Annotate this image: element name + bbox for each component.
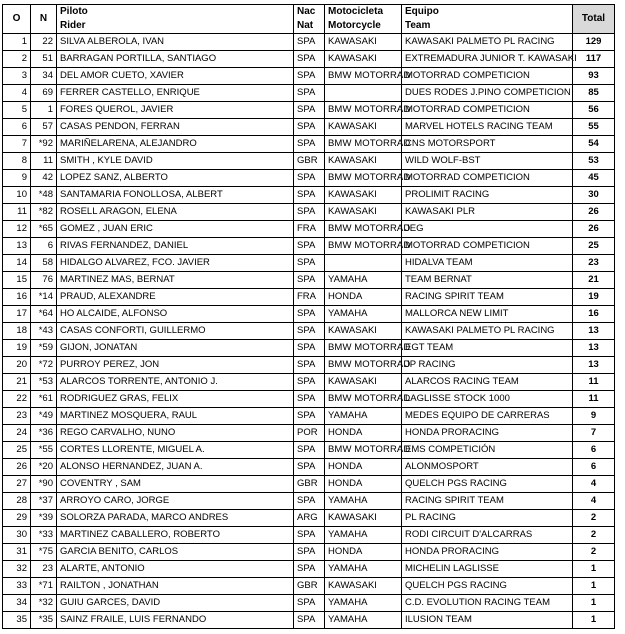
team-cell: JEG bbox=[402, 221, 573, 238]
team-cell: C.D. EVOLUTION RACING TEAM bbox=[402, 595, 573, 612]
position-cell: 1 bbox=[3, 34, 31, 51]
rider-number-cell: 69 bbox=[31, 85, 57, 102]
position-cell: 26 bbox=[3, 459, 31, 476]
motorcycle-cell: BMW MOTORRAD bbox=[325, 357, 402, 374]
rider-number-cell: 6 bbox=[31, 238, 57, 255]
rider-name-cell: CORTES LLORENTE, MIGUEL A. bbox=[57, 442, 294, 459]
rider-number-cell: *64 bbox=[31, 306, 57, 323]
total-points-cell: 7 bbox=[573, 425, 615, 442]
table-row bbox=[3, 323, 615, 340]
position-cell: 29 bbox=[3, 510, 31, 527]
table-row bbox=[3, 459, 615, 476]
rider-name-cell: CASAS CONFORTI, GUILLERMO bbox=[57, 323, 294, 340]
total-points-cell: 9 bbox=[573, 408, 615, 425]
table-row bbox=[3, 391, 615, 408]
header-nat-es: Nac bbox=[294, 5, 325, 20]
team-cell: QUELCH PGS RACING bbox=[402, 578, 573, 595]
team-cell: LAGLISSE STOCK 1000 bbox=[402, 391, 573, 408]
total-points-cell: 2 bbox=[573, 544, 615, 561]
team-cell: WILD WOLF-BST bbox=[402, 153, 573, 170]
total-points-cell: 19 bbox=[573, 289, 615, 306]
team-cell: MOTORRAD COMPETICION bbox=[402, 170, 573, 187]
table-row bbox=[3, 119, 615, 136]
nationality-cell: SPA bbox=[294, 68, 325, 85]
table-row bbox=[3, 68, 615, 85]
motorcycle-cell: KAWASAKI bbox=[325, 323, 402, 340]
position-cell: 23 bbox=[3, 408, 31, 425]
motorcycle-cell: KAWASAKI bbox=[325, 374, 402, 391]
nationality-cell: SPA bbox=[294, 255, 325, 272]
total-points-cell: 93 bbox=[573, 68, 615, 85]
rider-number-cell: 57 bbox=[31, 119, 57, 136]
motorcycle-cell: YAMAHA bbox=[325, 493, 402, 510]
motorcycle-cell: YAMAHA bbox=[325, 272, 402, 289]
position-cell: 11 bbox=[3, 204, 31, 221]
table-row bbox=[3, 289, 615, 306]
nationality-cell: SPA bbox=[294, 357, 325, 374]
team-cell: QUELCH PGS RACING bbox=[402, 476, 573, 493]
total-points-cell: 13 bbox=[573, 357, 615, 374]
motorcycle-cell: HONDA bbox=[325, 544, 402, 561]
rider-name-cell: FORES QUEROL, JAVIER bbox=[57, 102, 294, 119]
position-cell: 5 bbox=[3, 102, 31, 119]
position-cell: 9 bbox=[3, 170, 31, 187]
rider-name-cell: PRAUD, ALEXANDRE bbox=[57, 289, 294, 306]
nationality-cell: SPA bbox=[294, 442, 325, 459]
rider-name-cell: HIDALGO ALVAREZ, FCO. JAVIER bbox=[57, 255, 294, 272]
position-cell: 15 bbox=[3, 272, 31, 289]
total-points-cell: 53 bbox=[573, 153, 615, 170]
motorcycle-cell: BMW MOTORRAD bbox=[325, 102, 402, 119]
total-points-cell: 1 bbox=[573, 561, 615, 578]
table-row bbox=[3, 612, 615, 629]
rider-name-cell: MARTINEZ MAS, BERNAT bbox=[57, 272, 294, 289]
table-row bbox=[3, 170, 615, 187]
total-points-cell: 4 bbox=[573, 476, 615, 493]
table-row bbox=[3, 476, 615, 493]
total-points-cell: 129 bbox=[573, 34, 615, 51]
rider-number-cell: *39 bbox=[31, 510, 57, 527]
table-row bbox=[3, 255, 615, 272]
team-cell: ALONMOSPORT bbox=[402, 459, 573, 476]
position-cell: 7 bbox=[3, 136, 31, 153]
team-cell: EGT TEAM bbox=[402, 340, 573, 357]
team-cell: MOTORRAD COMPETICION bbox=[402, 68, 573, 85]
team-cell: KAWASAKI PLR bbox=[402, 204, 573, 221]
motorcycle-cell: KAWASAKI bbox=[325, 578, 402, 595]
rider-number-cell: 23 bbox=[31, 561, 57, 578]
rider-number-cell: *59 bbox=[31, 340, 57, 357]
position-cell: 34 bbox=[3, 595, 31, 612]
total-points-cell: 6 bbox=[573, 459, 615, 476]
position-cell: 22 bbox=[3, 391, 31, 408]
rider-name-cell: GARCIA BENITO, CARLOS bbox=[57, 544, 294, 561]
header-rider-en: Rider bbox=[57, 19, 294, 34]
rider-name-cell: ALONSO HERNANDEZ, JUAN A. bbox=[57, 459, 294, 476]
table-row bbox=[3, 340, 615, 357]
table-row bbox=[3, 442, 615, 459]
table-row bbox=[3, 204, 615, 221]
table-row bbox=[3, 221, 615, 238]
table-row bbox=[3, 408, 615, 425]
nationality-cell: FRA bbox=[294, 289, 325, 306]
motorcycle-cell: YAMAHA bbox=[325, 408, 402, 425]
position-cell: 16 bbox=[3, 289, 31, 306]
motorcycle-cell: BMW MOTORRAD bbox=[325, 238, 402, 255]
nationality-cell: SPA bbox=[294, 34, 325, 51]
total-points-cell: 11 bbox=[573, 391, 615, 408]
nationality-cell: SPA bbox=[294, 272, 325, 289]
table-row bbox=[3, 34, 615, 51]
position-cell: 35 bbox=[3, 612, 31, 629]
rider-number-cell: *55 bbox=[31, 442, 57, 459]
rider-name-cell: FERRER CASTELLO, ENRIQUE bbox=[57, 85, 294, 102]
table-row bbox=[3, 510, 615, 527]
nationality-cell: SPA bbox=[294, 493, 325, 510]
header-rider-es: Piloto bbox=[57, 5, 294, 20]
rider-name-cell: RIVAS FERNANDEZ, DANIEL bbox=[57, 238, 294, 255]
rider-number-cell: *61 bbox=[31, 391, 57, 408]
nationality-cell: SPA bbox=[294, 204, 325, 221]
nationality-cell: SPA bbox=[294, 527, 325, 544]
total-points-cell: 25 bbox=[573, 238, 615, 255]
table-row bbox=[3, 136, 615, 153]
rider-number-cell: *82 bbox=[31, 204, 57, 221]
motorcycle-cell: KAWASAKI bbox=[325, 204, 402, 221]
table-row bbox=[3, 272, 615, 289]
nationality-cell: SPA bbox=[294, 170, 325, 187]
nationality-cell: POR bbox=[294, 425, 325, 442]
table-row bbox=[3, 544, 615, 561]
motorcycle-cell: BMW MOTORRAD bbox=[325, 442, 402, 459]
nationality-cell: SPA bbox=[294, 238, 325, 255]
position-cell: 13 bbox=[3, 238, 31, 255]
nationality-cell: SPA bbox=[294, 51, 325, 68]
rider-name-cell: COVENTRY , SAM bbox=[57, 476, 294, 493]
position-cell: 32 bbox=[3, 561, 31, 578]
table-row bbox=[3, 153, 615, 170]
rider-name-cell: LOPEZ SANZ, ALBERTO bbox=[57, 170, 294, 187]
rider-number-cell: *37 bbox=[31, 493, 57, 510]
rider-number-cell: *53 bbox=[31, 374, 57, 391]
table-row bbox=[3, 51, 615, 68]
position-cell: 18 bbox=[3, 323, 31, 340]
total-points-cell: 45 bbox=[573, 170, 615, 187]
nationality-cell: ARG bbox=[294, 510, 325, 527]
motorcycle-cell: YAMAHA bbox=[325, 527, 402, 544]
nationality-cell: GBR bbox=[294, 153, 325, 170]
total-points-cell: 54 bbox=[573, 136, 615, 153]
nationality-cell: SPA bbox=[294, 119, 325, 136]
rider-name-cell: RODRIGUEZ GRAS, FELIX bbox=[57, 391, 294, 408]
position-cell: 28 bbox=[3, 493, 31, 510]
table-row bbox=[3, 561, 615, 578]
rider-name-cell: DEL AMOR CUETO, XAVIER bbox=[57, 68, 294, 85]
position-cell: 12 bbox=[3, 221, 31, 238]
header-nat-en: Nat bbox=[294, 19, 325, 34]
standings-table bbox=[2, 4, 615, 629]
team-cell: HIDALVA TEAM bbox=[402, 255, 573, 272]
rider-number-cell: *75 bbox=[31, 544, 57, 561]
motorcycle-cell: KAWASAKI bbox=[325, 187, 402, 204]
rider-number-cell: *36 bbox=[31, 425, 57, 442]
rider-name-cell: MARTINEZ CABALLERO, ROBERTO bbox=[57, 527, 294, 544]
rider-name-cell: SILVA ALBEROLA, IVAN bbox=[57, 34, 294, 51]
motorcycle-cell: BMW MOTORRAD bbox=[325, 221, 402, 238]
motorcycle-cell: HONDA bbox=[325, 289, 402, 306]
rider-name-cell: PURROY PEREZ, JON bbox=[57, 357, 294, 374]
rider-number-cell: 34 bbox=[31, 68, 57, 85]
team-cell: TEAM BERNAT bbox=[402, 272, 573, 289]
rider-name-cell: MARTINEZ MOSQUERA, RAUL bbox=[57, 408, 294, 425]
header-bike-es: Motocicleta bbox=[325, 5, 402, 20]
position-cell: 30 bbox=[3, 527, 31, 544]
total-points-cell: 13 bbox=[573, 340, 615, 357]
team-cell: DUES RODES J.PINO COMPETICION bbox=[402, 85, 573, 102]
nationality-cell: SPA bbox=[294, 408, 325, 425]
total-points-cell: 85 bbox=[573, 85, 615, 102]
team-cell: MALLORCA NEW LIMIT bbox=[402, 306, 573, 323]
motorcycle-cell: HONDA bbox=[325, 476, 402, 493]
rider-number-cell: *92 bbox=[31, 136, 57, 153]
position-cell: 6 bbox=[3, 119, 31, 136]
total-points-cell: 4 bbox=[573, 493, 615, 510]
position-cell: 19 bbox=[3, 340, 31, 357]
position-cell: 33 bbox=[3, 578, 31, 595]
motorcycle-cell: KAWASAKI bbox=[325, 34, 402, 51]
team-cell: PROLIMIT RACING bbox=[402, 187, 573, 204]
table-row bbox=[3, 527, 615, 544]
rider-number-cell: *20 bbox=[31, 459, 57, 476]
motorcycle-cell: BMW MOTORRAD bbox=[325, 136, 402, 153]
rider-name-cell: BARRAGAN PORTILLA, SANTIAGO bbox=[57, 51, 294, 68]
total-points-cell: 1 bbox=[573, 595, 615, 612]
header-row-spanish bbox=[3, 5, 615, 20]
nationality-cell: GBR bbox=[294, 476, 325, 493]
position-cell: 31 bbox=[3, 544, 31, 561]
rider-name-cell: SMITH , KYLE DAVID bbox=[57, 153, 294, 170]
table-row bbox=[3, 374, 615, 391]
team-cell: MICHELIN LAGLISSE bbox=[402, 561, 573, 578]
nationality-cell: SPA bbox=[294, 391, 325, 408]
motorcycle-cell: BMW MOTORRAD bbox=[325, 391, 402, 408]
position-cell: 24 bbox=[3, 425, 31, 442]
team-cell: HONDA PRORACING bbox=[402, 425, 573, 442]
total-points-cell: 6 bbox=[573, 442, 615, 459]
team-cell: ALARCOS RACING TEAM bbox=[402, 374, 573, 391]
motorcycle-cell bbox=[325, 85, 402, 102]
rider-number-cell: 76 bbox=[31, 272, 57, 289]
motorcycle-cell: KAWASAKI bbox=[325, 153, 402, 170]
position-cell: 8 bbox=[3, 153, 31, 170]
header-team-en: Team bbox=[402, 19, 573, 34]
position-cell: 20 bbox=[3, 357, 31, 374]
motorcycle-cell bbox=[325, 255, 402, 272]
rider-name-cell: ALARCOS TORRENTE, ANTONIO J. bbox=[57, 374, 294, 391]
rider-name-cell: MARIÑELARENA, ALEJANDRO bbox=[57, 136, 294, 153]
table-row bbox=[3, 493, 615, 510]
motorcycle-cell: KAWASAKI bbox=[325, 51, 402, 68]
team-cell: ILUSION TEAM bbox=[402, 612, 573, 629]
team-cell: MARVEL HOTELS RACING TEAM bbox=[402, 119, 573, 136]
position-cell: 21 bbox=[3, 374, 31, 391]
rider-name-cell: SANTAMARIA FONOLLOSA, ALBERT bbox=[57, 187, 294, 204]
nationality-cell: SPA bbox=[294, 595, 325, 612]
table-row bbox=[3, 425, 615, 442]
nationality-cell: SPA bbox=[294, 340, 325, 357]
nationality-cell: SPA bbox=[294, 561, 325, 578]
table-row bbox=[3, 595, 615, 612]
rider-name-cell: SOLORZA PARADA, MARCO ANDRES bbox=[57, 510, 294, 527]
position-cell: 4 bbox=[3, 85, 31, 102]
rider-number-cell: 11 bbox=[31, 153, 57, 170]
rider-name-cell: CASAS PENDON, FERRAN bbox=[57, 119, 294, 136]
nationality-cell: SPA bbox=[294, 544, 325, 561]
position-cell: 17 bbox=[3, 306, 31, 323]
total-points-cell: 21 bbox=[573, 272, 615, 289]
total-points-cell: 2 bbox=[573, 527, 615, 544]
total-points-cell: 1 bbox=[573, 612, 615, 629]
motorcycle-cell: YAMAHA bbox=[325, 561, 402, 578]
rider-name-cell: GIJON, JONATAN bbox=[57, 340, 294, 357]
position-cell: 2 bbox=[3, 51, 31, 68]
header-team-es: Equipo bbox=[402, 5, 573, 20]
team-cell: EXTREMADURA JUNIOR T. KAWASAKI bbox=[402, 51, 573, 68]
team-cell: KAWASAKI PALMETO PL RACING bbox=[402, 34, 573, 51]
team-cell: MOTORRAD COMPETICION bbox=[402, 102, 573, 119]
table-row bbox=[3, 238, 615, 255]
position-cell: 14 bbox=[3, 255, 31, 272]
motorcycle-cell: HONDA bbox=[325, 459, 402, 476]
rider-name-cell: GUIU GARCES, DAVID bbox=[57, 595, 294, 612]
nationality-cell: SPA bbox=[294, 136, 325, 153]
team-cell: KAWASAKI PALMETO PL RACING bbox=[402, 323, 573, 340]
total-points-cell: 1 bbox=[573, 578, 615, 595]
total-points-cell: 2 bbox=[573, 510, 615, 527]
nationality-cell: SPA bbox=[294, 102, 325, 119]
rider-name-cell: GOMEZ , JUAN ERIC bbox=[57, 221, 294, 238]
total-points-cell: 55 bbox=[573, 119, 615, 136]
rider-number-cell: 58 bbox=[31, 255, 57, 272]
total-points-cell: 13 bbox=[573, 323, 615, 340]
nationality-cell: FRA bbox=[294, 221, 325, 238]
motorcycle-cell: HONDA bbox=[325, 425, 402, 442]
team-cell: HONDA PRORACING bbox=[402, 544, 573, 561]
table-row bbox=[3, 357, 615, 374]
team-cell: MOTORRAD COMPETICION bbox=[402, 238, 573, 255]
team-cell: RACING SPIRIT TEAM bbox=[402, 493, 573, 510]
rider-number-cell: 1 bbox=[31, 102, 57, 119]
rider-number-cell: *90 bbox=[31, 476, 57, 493]
motorcycle-cell: KAWASAKI bbox=[325, 510, 402, 527]
rider-number-cell: *65 bbox=[31, 221, 57, 238]
rider-number-cell: *32 bbox=[31, 595, 57, 612]
total-points-cell: 16 bbox=[573, 306, 615, 323]
rider-name-cell: RAILTON , JONATHAN bbox=[57, 578, 294, 595]
rider-number-cell: 22 bbox=[31, 34, 57, 51]
nationality-cell: SPA bbox=[294, 85, 325, 102]
rider-number-cell: *72 bbox=[31, 357, 57, 374]
rider-number-cell: *33 bbox=[31, 527, 57, 544]
team-cell: MEDES EQUIPO DE CARRERAS bbox=[402, 408, 573, 425]
nationality-cell: SPA bbox=[294, 374, 325, 391]
motorcycle-cell: YAMAHA bbox=[325, 595, 402, 612]
rider-name-cell: ALARTE, ANTONIO bbox=[57, 561, 294, 578]
team-cell: JP RACING bbox=[402, 357, 573, 374]
motorcycle-cell: KAWASAKI bbox=[325, 119, 402, 136]
nationality-cell: SPA bbox=[294, 306, 325, 323]
motorcycle-cell: BMW MOTORRAD bbox=[325, 340, 402, 357]
team-cell: CNS MOTORSPORT bbox=[402, 136, 573, 153]
position-cell: 25 bbox=[3, 442, 31, 459]
header-total: Total bbox=[573, 5, 615, 34]
rider-number-cell: *71 bbox=[31, 578, 57, 595]
rider-number-cell: *35 bbox=[31, 612, 57, 629]
rider-number-cell: 42 bbox=[31, 170, 57, 187]
rider-number-cell: *49 bbox=[31, 408, 57, 425]
team-cell: RACING SPIRIT TEAM bbox=[402, 289, 573, 306]
total-points-cell: 23 bbox=[573, 255, 615, 272]
nationality-cell: GBR bbox=[294, 578, 325, 595]
team-cell: PL RACING bbox=[402, 510, 573, 527]
total-points-cell: 30 bbox=[573, 187, 615, 204]
total-points-cell: 26 bbox=[573, 221, 615, 238]
table-row bbox=[3, 187, 615, 204]
header-row-english bbox=[3, 19, 615, 34]
header-bike-en: Motorcycle bbox=[325, 19, 402, 34]
rider-number-cell: *43 bbox=[31, 323, 57, 340]
table-row bbox=[3, 306, 615, 323]
rider-name-cell: REGO CARVALHO, NUNO bbox=[57, 425, 294, 442]
motorcycle-cell: YAMAHA bbox=[325, 306, 402, 323]
team-cell: EMS COMPETICIÓN bbox=[402, 442, 573, 459]
total-points-cell: 26 bbox=[573, 204, 615, 221]
rider-name-cell: ARROYO CARO, JORGE bbox=[57, 493, 294, 510]
rider-number-cell: *14 bbox=[31, 289, 57, 306]
nationality-cell: SPA bbox=[294, 187, 325, 204]
rider-number-cell: 51 bbox=[31, 51, 57, 68]
nationality-cell: SPA bbox=[294, 459, 325, 476]
motorcycle-cell: BMW MOTORRAD bbox=[325, 170, 402, 187]
motorcycle-cell: BMW MOTORRAD bbox=[325, 68, 402, 85]
table-row bbox=[3, 85, 615, 102]
total-points-cell: 11 bbox=[573, 374, 615, 391]
total-points-cell: 56 bbox=[573, 102, 615, 119]
header-position: O bbox=[3, 5, 31, 34]
nationality-cell: SPA bbox=[294, 612, 325, 629]
rider-name-cell: SAINZ FRAILE, LUIS FERNANDO bbox=[57, 612, 294, 629]
rider-name-cell: HO ALCAIDE, ALFONSO bbox=[57, 306, 294, 323]
rider-number-cell: *48 bbox=[31, 187, 57, 204]
nationality-cell: SPA bbox=[294, 323, 325, 340]
header-number: N bbox=[31, 5, 57, 34]
total-points-cell: 117 bbox=[573, 51, 615, 68]
position-cell: 3 bbox=[3, 68, 31, 85]
table-row bbox=[3, 102, 615, 119]
motorcycle-cell: YAMAHA bbox=[325, 612, 402, 629]
position-cell: 27 bbox=[3, 476, 31, 493]
position-cell: 10 bbox=[3, 187, 31, 204]
team-cell: RODI CIRCUIT D'ALCARRAS bbox=[402, 527, 573, 544]
standings-body bbox=[3, 34, 615, 629]
rider-name-cell: ROSELL ARAGON, ELENA bbox=[57, 204, 294, 221]
table-row bbox=[3, 578, 615, 595]
